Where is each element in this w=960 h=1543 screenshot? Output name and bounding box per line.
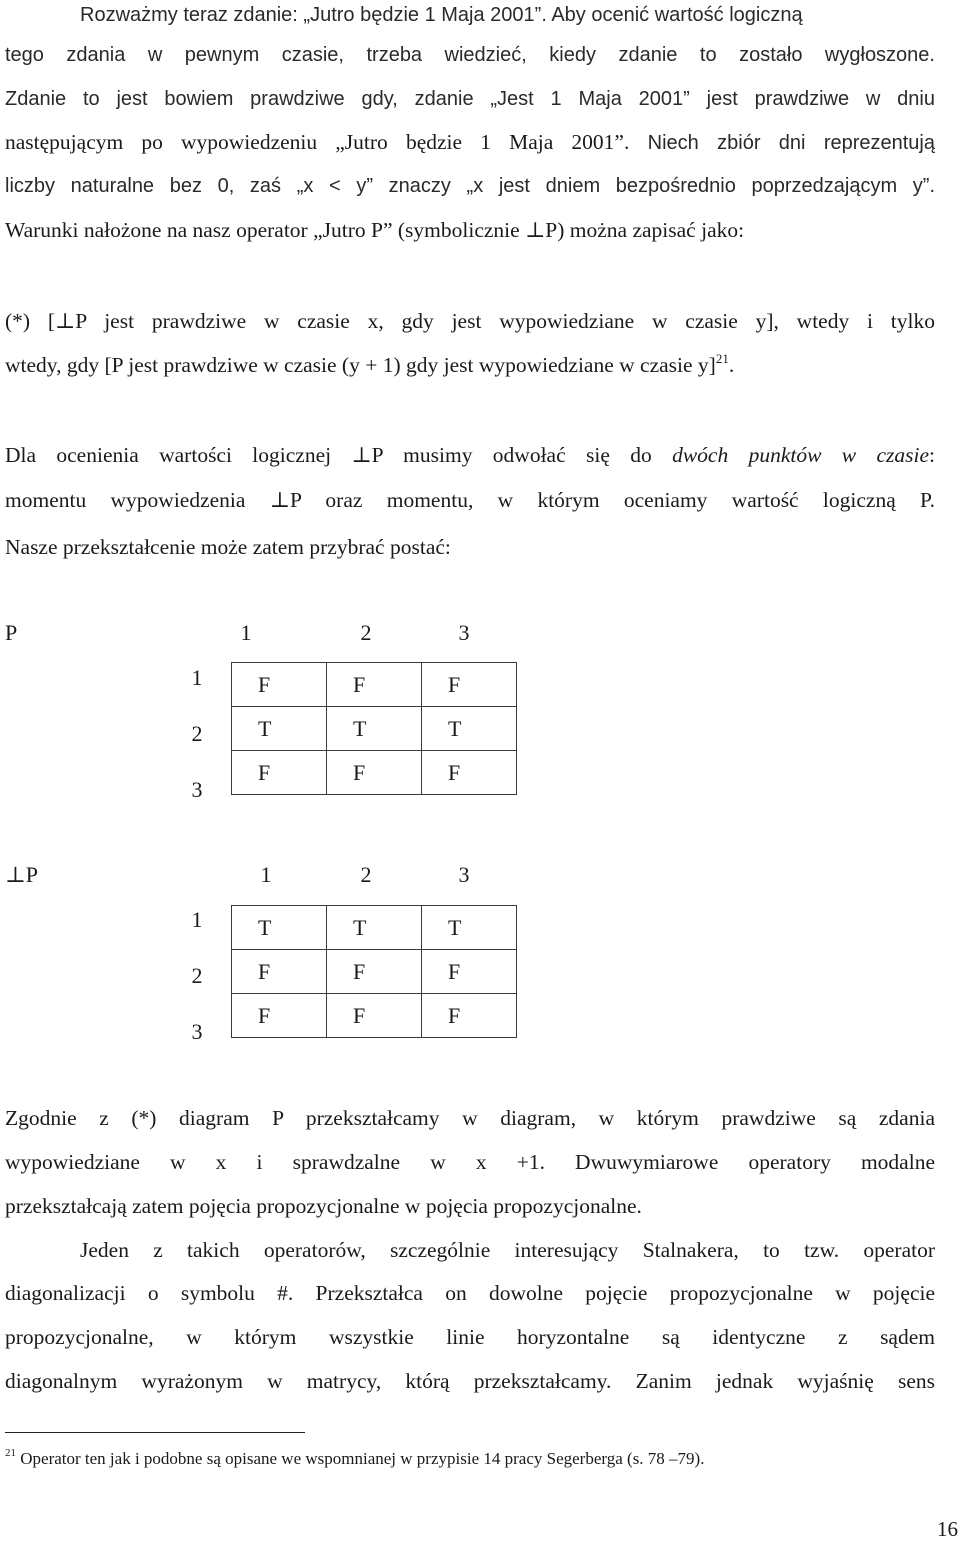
table-row xyxy=(232,994,517,1038)
matrix-cell: T xyxy=(232,906,327,950)
matrix-cell: F xyxy=(327,751,422,795)
matrix-cell: F xyxy=(422,950,517,994)
footnote-number: 21 xyxy=(5,1447,16,1459)
matrix-tp-row-label: 3 xyxy=(191,1019,203,1044)
paragraph2-line1-colon: : xyxy=(929,443,936,467)
table-row xyxy=(232,707,517,751)
paragraph3-line1: Zgodnie z (*) diagram P przekształcamy w diagram, w którym prawdziwe są zdania xyxy=(5,1106,935,1130)
matrix-tp-col-header: 2 xyxy=(360,862,372,887)
paragraph2-line3: Nasze przekształcenie może zatem przybrać postać: xyxy=(5,535,451,559)
matrix-cell: F xyxy=(422,663,517,707)
paragraph2-line1-text: Dla ocenienia wartości logicznej ⊥P musimy odwołać się do xyxy=(5,443,673,467)
matrix-cell: F xyxy=(232,994,327,1038)
paragraph1-line4-serif: następującym po wypowiedzeniu „Jutro będzie 1 Maja 2001”. xyxy=(5,130,630,154)
paragraph1-line4-sans: Niech zbiór dni reprezentują xyxy=(629,132,935,154)
condition-line2 xyxy=(5,350,734,380)
matrix-cell: T xyxy=(422,707,517,751)
matrix-cell: F xyxy=(232,663,327,707)
matrix-cell: F xyxy=(232,751,327,795)
paragraph2-emphasis: dwóch punktów w czasie xyxy=(672,443,930,467)
condition-line1: (*) [⊥P jest prawdziwe w czasie x, gdy jest wypowiedziane w czasie y], wtedy i tylko xyxy=(5,309,935,333)
paragraph1-line5: liczby naturalne bez 0, zaś „x < y” znaczy „x jest dniem bezpośrednio poprzedzającym y”. xyxy=(5,175,935,197)
matrix-tp-col-header: 1 xyxy=(260,862,272,887)
page-number: 16 xyxy=(937,1517,958,1541)
matrix-tp-label: ⊥P xyxy=(5,862,38,887)
matrix-p-col-header: 2 xyxy=(360,620,372,645)
matrix-tp-row-label: 2 xyxy=(191,963,203,988)
table-row xyxy=(232,751,517,795)
table-row xyxy=(232,950,517,994)
matrix-cell: T xyxy=(232,707,327,751)
footnote-text: Operator ten jak i podobne są opisane we wspomnianej w przypisie 14 pracy Segerberga (s. 78 –79). xyxy=(16,1449,705,1468)
paragraph1-line2: tego zdania w pewnym czasie, trzeba wiedzieć, kiedy zdanie to zostało wygłoszone. xyxy=(5,44,935,66)
paragraph3-line2: wypowiedziane w x i sprawdzalne w x +1. Dwuwymiarowe operatory modalne xyxy=(5,1150,935,1174)
matrix-tp-table xyxy=(231,905,517,1038)
matrix-cell: F xyxy=(327,994,422,1038)
matrix-cell: F xyxy=(422,751,517,795)
matrix-tp-row-label: 1 xyxy=(191,907,203,932)
footnote xyxy=(5,1447,704,1471)
matrix-p-row-label: 2 xyxy=(191,721,203,746)
table-row xyxy=(232,906,517,950)
footnote-divider xyxy=(5,1432,305,1433)
matrix-p-label: P xyxy=(5,620,18,645)
matrix-p-row-label: 1 xyxy=(191,665,203,690)
paragraph4-line2: diagonalizacji o symbolu #. Przekształca on dowolne pojęcie propozycjonalne w pojęcie xyxy=(5,1281,935,1305)
paragraph1-line3: Zdanie to jest bowiem prawdziwe gdy, zdanie „Jest 1 Maja 2001” jest prawdziwe w dniu xyxy=(5,88,935,110)
matrix-cell: F xyxy=(327,950,422,994)
paragraph1-line6: Warunki nałożone na nasz operator „Jutro P” (symbolicznie ⊥P) można zapisać jako: xyxy=(5,218,745,242)
paragraph2-line2: momentu wypowiedzenia ⊥P oraz momentu, w którym oceniamy wartość logiczną P. xyxy=(5,488,935,512)
matrix-p-col-header: 1 xyxy=(240,620,252,645)
table-row xyxy=(232,663,517,707)
paragraph1-line1: Rozważmy teraz zdanie: „Jutro będzie 1 Maja 2001”. Aby ocenić wartość logiczną xyxy=(80,4,803,26)
matrix-cell: T xyxy=(327,707,422,751)
paragraph1-line4 xyxy=(5,127,935,158)
condition-line2-end: . xyxy=(728,353,735,377)
matrix-cell: T xyxy=(422,906,517,950)
matrix-tp-col-header: 3 xyxy=(458,862,470,887)
matrix-p-col-header: 3 xyxy=(458,620,470,645)
footnote-reference[interactable]: 21 xyxy=(715,351,729,366)
condition-line2-text: wtedy, gdy [P jest prawdziwe w czasie (y + 1) gdy jest wypowiedziane w czasie y] xyxy=(5,353,716,377)
matrix-cell: F xyxy=(327,663,422,707)
paragraph3-line3: przekształcają zatem pojęcia propozycjonalne w pojęcia propozycjonalne. xyxy=(5,1194,642,1218)
paragraph2-line1 xyxy=(5,440,935,470)
matrix-cell: F xyxy=(422,994,517,1038)
matrix-p-table xyxy=(231,662,517,795)
paragraph4-line1: Jeden z takich operatorów, szczególnie interesujący Stalnakera, to tzw. operator xyxy=(80,1238,935,1262)
matrix-p-row-label: 3 xyxy=(191,777,203,802)
matrix-cell: F xyxy=(232,950,327,994)
paragraph4-line3: propozycjonalne, w którym wszystkie linie horyzontalne są identyczne z sądem xyxy=(5,1325,935,1349)
matrix-cell: T xyxy=(327,906,422,950)
paragraph4-line4: diagonalnym wyrażonym w matrycy, którą przekształcamy. Zanim jednak wyjaśnię sens xyxy=(5,1369,935,1393)
